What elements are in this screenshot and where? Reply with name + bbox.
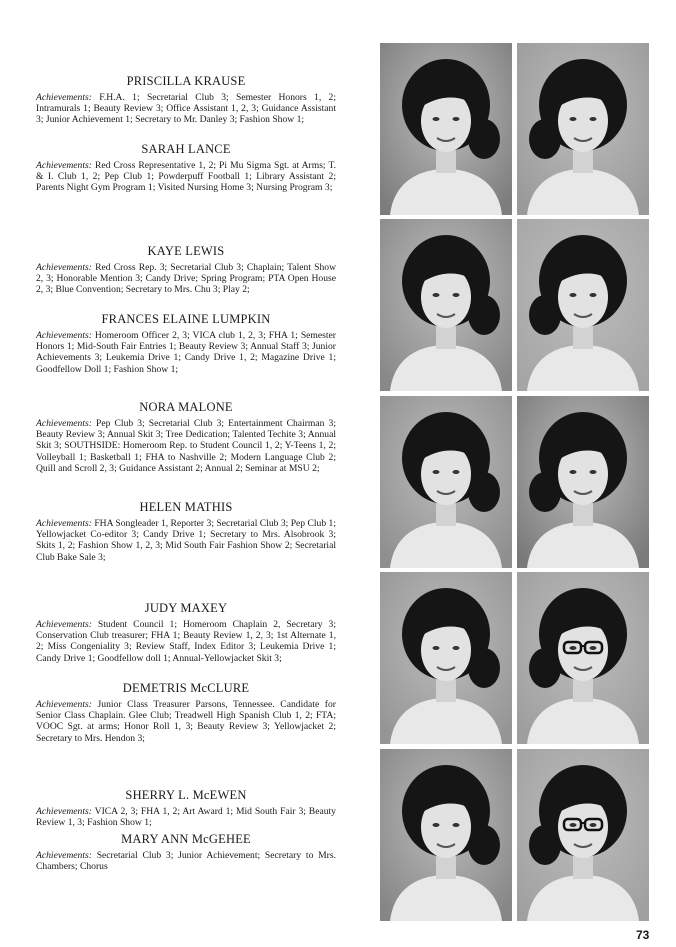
student-entry xyxy=(36,832,336,872)
student-name: HELEN MATHIS xyxy=(139,500,233,514)
achievements-label: Achievements: xyxy=(36,262,92,273)
portrait-photo xyxy=(380,219,512,391)
portrait-photo xyxy=(380,749,512,921)
student-name: KAYE LEWIS xyxy=(147,244,225,258)
student-entry xyxy=(36,312,336,375)
achievements-label: Achievements: xyxy=(36,518,92,529)
student-entry xyxy=(36,244,336,296)
achievements-label: Achievements: xyxy=(36,699,92,710)
portrait-photo xyxy=(517,749,649,921)
student-name: PRISCILLA KRAUSE xyxy=(126,74,246,88)
achievements-text: Junior Class Treasurer Parsons, Tennessee. Candidate for Senior Class Chaplain. Glee Club; Treadwell High Spanish Club 1, 2; FTA; VOOC Sgt. at arms; Honor Roll 1, 3; Beauty Review 3; Yellowjacket 2; Secretary to Mrs. Hendon 3; xyxy=(36,699,336,744)
student-name: SHERRY L. McEWEN xyxy=(125,788,247,802)
achievements-text: Red Cross Representative 1, 2; Pi Mu Sigma Sgt. at Arms; T. & I. Club 1, 2; Pep Club 1; Powderpuff Football 1; Library Assistant 2; Parents Night Gym Program 1; Visited Nursing Home 3; Nursing Program 3; xyxy=(36,160,336,194)
portrait-photo xyxy=(517,43,649,215)
achievements-label: Achievements: xyxy=(36,92,92,103)
portrait-photo xyxy=(380,572,512,744)
student-entry xyxy=(36,681,336,744)
achievements-text: Homeroom Officer 2, 3; VICA club 1, 2, 3; FHA 1; Semester Honors 1; Mid-South Fair Entries 1; Beauty Review 3; Annual Staff 3; Junior Achievements 3; Leukemia Drive 1; Candy Drive 1, 2; Magazine Drive 1; Goodfellow Doll 1; Fashion Show 1; xyxy=(36,330,336,375)
student-name: SARAH LANCE xyxy=(141,142,231,156)
student-entry xyxy=(36,788,336,828)
student-name: JUDY MAXEY xyxy=(144,601,228,615)
achievements-text: F.H.A. 1; Secretarial Club 3; Semester Honors 1, 2; Intramurals 1; Beauty Review 3; Office Assistant 1, 2, 3; Guidance Assistant 3; Junior Achievement 1; Secretary to Mr. Danley 3; Fashion Show 1; xyxy=(36,92,336,126)
student-entry xyxy=(36,142,336,194)
student-name: NORA MALONE xyxy=(139,400,233,414)
achievements-label: Achievements: xyxy=(36,850,92,861)
portrait-photo xyxy=(517,219,649,391)
student-name: MARY ANN McGEHEE xyxy=(121,832,251,846)
student-name: FRANCES ELAINE LUMPKIN xyxy=(101,312,271,326)
achievements-label: Achievements: xyxy=(36,330,92,341)
student-entry xyxy=(36,601,336,664)
student-name: DEMETRIS McCLURE xyxy=(122,681,250,695)
achievements-text: VICA 2, 3; FHA 1, 2; Art Award 1; Mid South Fair 3; Beauty Review 1, 3; Fashion Show 1; xyxy=(36,806,336,829)
achievements-text: Red Cross Rep. 3; Secretarial Club 3; Chaplain; Talent Show 2, 3; Honorable Mention 3; Candy Drive; Spring Program; PTA Open House 2, 3; Blue Convention; Secretary to Mrs. Chu 3; Play 2; xyxy=(36,262,336,296)
achievements-text: FHA Songleader 1, Reporter 3; Secretarial Club 3; Pep Club 1; Yellowjacket Co-editor 3; Candy Drive 1; Secretary to Mrs. Alsobrook 3; Skits 1, 2; Fashion Show 1, 2, 3; Mid South Fair Fashion Show 2; Secretarial Club Bake Sale 3; xyxy=(36,518,337,563)
portrait-photo xyxy=(517,396,649,568)
achievements-label: Achievements: xyxy=(36,160,92,171)
achievements-label: Achievements: xyxy=(36,418,92,429)
achievements-text: Secretarial Club 3; Junior Achievement; Secretary to Mrs. Chambers; Chorus xyxy=(36,850,336,873)
student-entry xyxy=(36,74,336,126)
portrait-photo xyxy=(380,43,512,215)
page-number: 73 xyxy=(636,928,650,942)
achievements-text: Pep Club 3; Secretarial Club 3; Entertainment Chairman 3; Beauty Review 3; Annual Skit 3; Tree Dedication; Talented Techite 3; Annual Skit 3; SOUTHSIDE: Homeroom Rep. to Student Council 1, 2; Y-Teens 1, 2; Volleyball 1; Basketball 1; FHA to Nashville 2; Modern Language Club 2; Quill and Scroll 2, 3; Guidance Assistant 2; Annual 2; Seminar at MSU 2; xyxy=(36,418,336,474)
achievements-label: Achievements: xyxy=(36,619,92,630)
portrait-photo xyxy=(517,572,649,744)
achievements-text: Student Council 1; Homeroom Chaplain 2, Secretary 3; Conservation Club treasurer; FHA 1; Beauty Review 1, 2, 3; 1st Alternate 1, 2; Miss Congeniality 3; Review Staff, Index Editor 3; Leukemia Drive 1; Candy Drive 1; Goodfellow doll 1; Annual-Yellowjacket Skit 3; xyxy=(36,619,336,664)
achievements-label: Achievements: xyxy=(36,806,92,817)
portrait-photo xyxy=(380,396,512,568)
student-entry xyxy=(36,500,336,563)
student-entry xyxy=(36,400,336,474)
